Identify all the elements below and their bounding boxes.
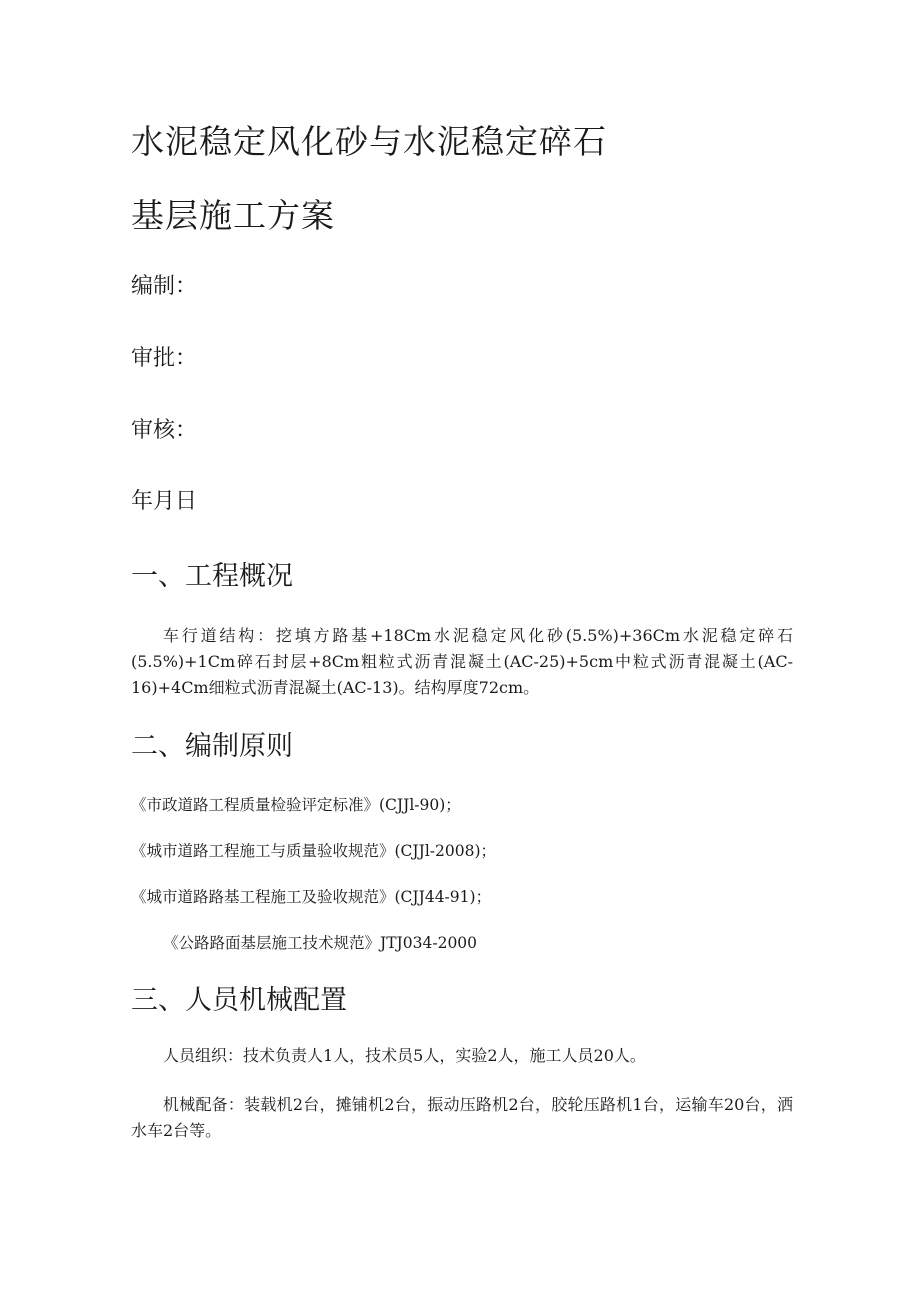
project-overview-paragraph <box>131 623 793 701</box>
section-heading-project-overview: 一、工程概况 <box>131 561 293 592</box>
machinery-paragraph <box>131 1092 793 1144</box>
reference-item: 《城市道路路基工程施工及验收规范》(CJJ44-91)； <box>131 888 492 906</box>
signature-approved-label: 审批： <box>131 346 198 371</box>
document-title-line-1: 水泥稳定风化砂与水泥稳定碎石 <box>131 122 607 161</box>
section-heading-personnel-machinery: 三、人员机械配置 <box>131 985 347 1016</box>
document-title-line-2: 基层施工方案 <box>131 196 335 235</box>
project-overview-text: 车行道结构：挖填方路基+18Cm水泥稳定风化砂(5.5%)+36Cm水泥稳定碎石(5.5%)+1Cm碎石封层+8Cm粗粒式沥青混凝土(AC-25)+5cm中粒式沥青混凝土(AC-16)+4Cm细粒式沥青混凝土(AC-13)。结构厚度72cm。 <box>131 626 793 697</box>
reference-item: 《城市道路工程施工与质量验收规范》(CJJl-2008)； <box>131 842 497 860</box>
personnel-text: 人员组织：技术负责人1人，技术员5人，实验2人，施工人员20人。 <box>163 1046 646 1065</box>
section-heading-compilation-principles: 二、编制原则 <box>131 731 293 762</box>
signature-compiled-label: 编制： <box>131 274 198 299</box>
signature-reviewed-label: 审核： <box>131 418 198 443</box>
signature-date-label: 年月日 <box>131 489 198 514</box>
machinery-text: 机械配备：装载机2台，摊铺机2台，振动压路机2台，胶轮压路机1台，运输车20台，洒水车2台等。 <box>131 1095 793 1140</box>
reference-item: 《市政道路工程质量检验评定标准》(CJJl-90)； <box>131 796 461 814</box>
personnel-paragraph <box>131 1043 793 1069</box>
reference-item: 《公路路面基层施工技术规范》JTJ034-2000 <box>163 934 478 952</box>
